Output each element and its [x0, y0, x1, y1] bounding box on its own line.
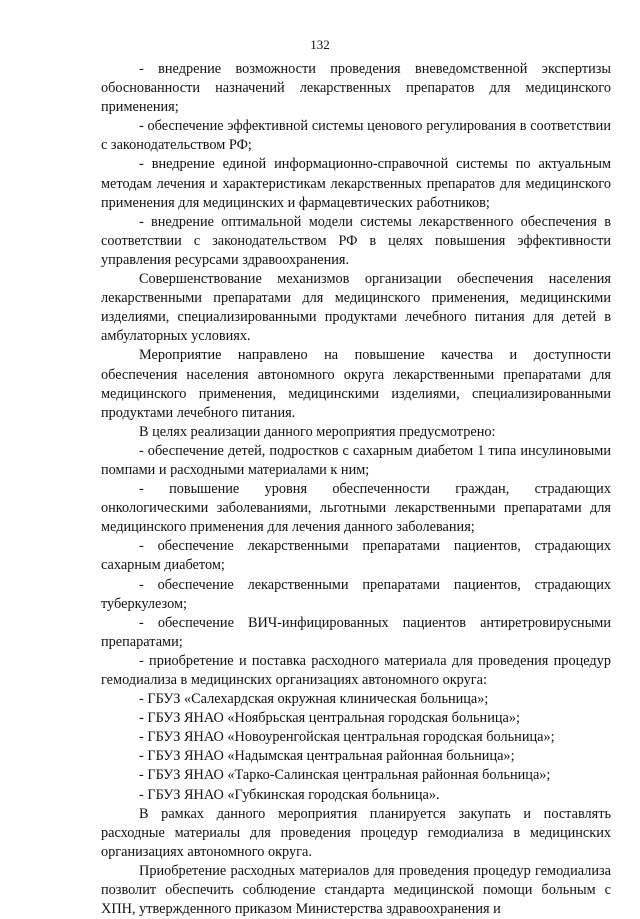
hospital-list-item: - ГБУЗ «Салехардская окружная клиническая больница»;: [139, 691, 489, 708]
hospital-list-item: - ГБУЗ ЯНАО «Ноябрьская центральная городская больница»;: [139, 710, 520, 727]
paragraph: В рамках данного мероприятия планируется закупать и поставлять расходные материалы для проведения процедур гемодиализа в медицинских организациях автономного округа.: [101, 805, 611, 860]
page-number: 132: [310, 37, 330, 52]
list-item: - обеспечение лекарственными препаратами пациентов, страдающих туберкулезом;: [101, 576, 611, 612]
hospital-list-item: - ГБУЗ ЯНАО «Надымская центральная районная больница»;: [139, 748, 515, 765]
list-item: - внедрение оптимальной модели системы лекарственного обеспечения в соответствии с законодательством РФ в целях повышения эффективности управления ресурсами здравоохранения.: [101, 213, 611, 268]
list-item: - обеспечение ВИЧ-инфицированных пациентов антиретровирусными препаратами;: [101, 614, 611, 650]
hospital-list-item: - ГБУЗ ЯНАО «Новоуренгойская центральная городская больница»;: [139, 729, 555, 746]
list-item: - обеспечение лекарственными препаратами пациентов, страдающих сахарным диабетом;: [101, 538, 611, 574]
list-item: - приобретение и поставка расходного материала для проведения процедур гемодиализа в медицинских организациях автономного округа:: [101, 652, 611, 688]
paragraph: Приобретение расходных материалов для проведения процедур гемодиализа позволит обеспечить соблюдение стандарта медицинской помощи больным с ХПН, утвержденного приказом Министерства здравоохранения и: [101, 862, 611, 918]
list-item: - повышение уровня обеспеченности граждан, страдающих онкологическими заболеваниями, льготными лекарственными препаратами для медицинского применения для лечения данного заболевания;: [101, 481, 611, 536]
document-body: [101, 60, 611, 919]
paragraph: Мероприятие направлено на повышение качества и доступности обеспечения населения автономного округа лекарственными препаратами для медицинского применения, медицинскими изделиями, специализированными продуктами лечебного питания.: [101, 347, 611, 421]
paragraph: Совершенствование механизмов организации обеспечения населения лекарственными препаратами для медицинского применения, медицинскими изделиями, специализированными продуктами лечебного питания для детей в амбулаторных условиях.: [101, 271, 611, 345]
hospital-list-item: - ГБУЗ ЯНАО «Губкинская городская больница».: [139, 786, 440, 803]
hospital-list-item: - ГБУЗ ЯНАО «Тарко-Салинская центральная районная больница»;: [139, 767, 551, 784]
list-item: - внедрение возможности проведения вневедомственной экспертизы обоснованности назначений лекарственных препаратов для медицинского применения;: [101, 61, 611, 116]
list-item: - обеспечение детей, подростков с сахарным диабетом 1 типа инсулиновыми помпами и расходными материалами к ним;: [101, 442, 611, 478]
list-item: - обеспечение эффективной системы ценового регулирования в соответствии с законодательством РФ;: [101, 118, 611, 154]
list-item: - внедрение единой информационно-справочной системы по актуальным методам лечения и характеристикам лекарственных препаратов для медицинского применения для медицинских и фармацевтических работников;: [101, 156, 611, 211]
paragraph: В целях реализации данного мероприятия предусмотрено:: [139, 423, 496, 440]
